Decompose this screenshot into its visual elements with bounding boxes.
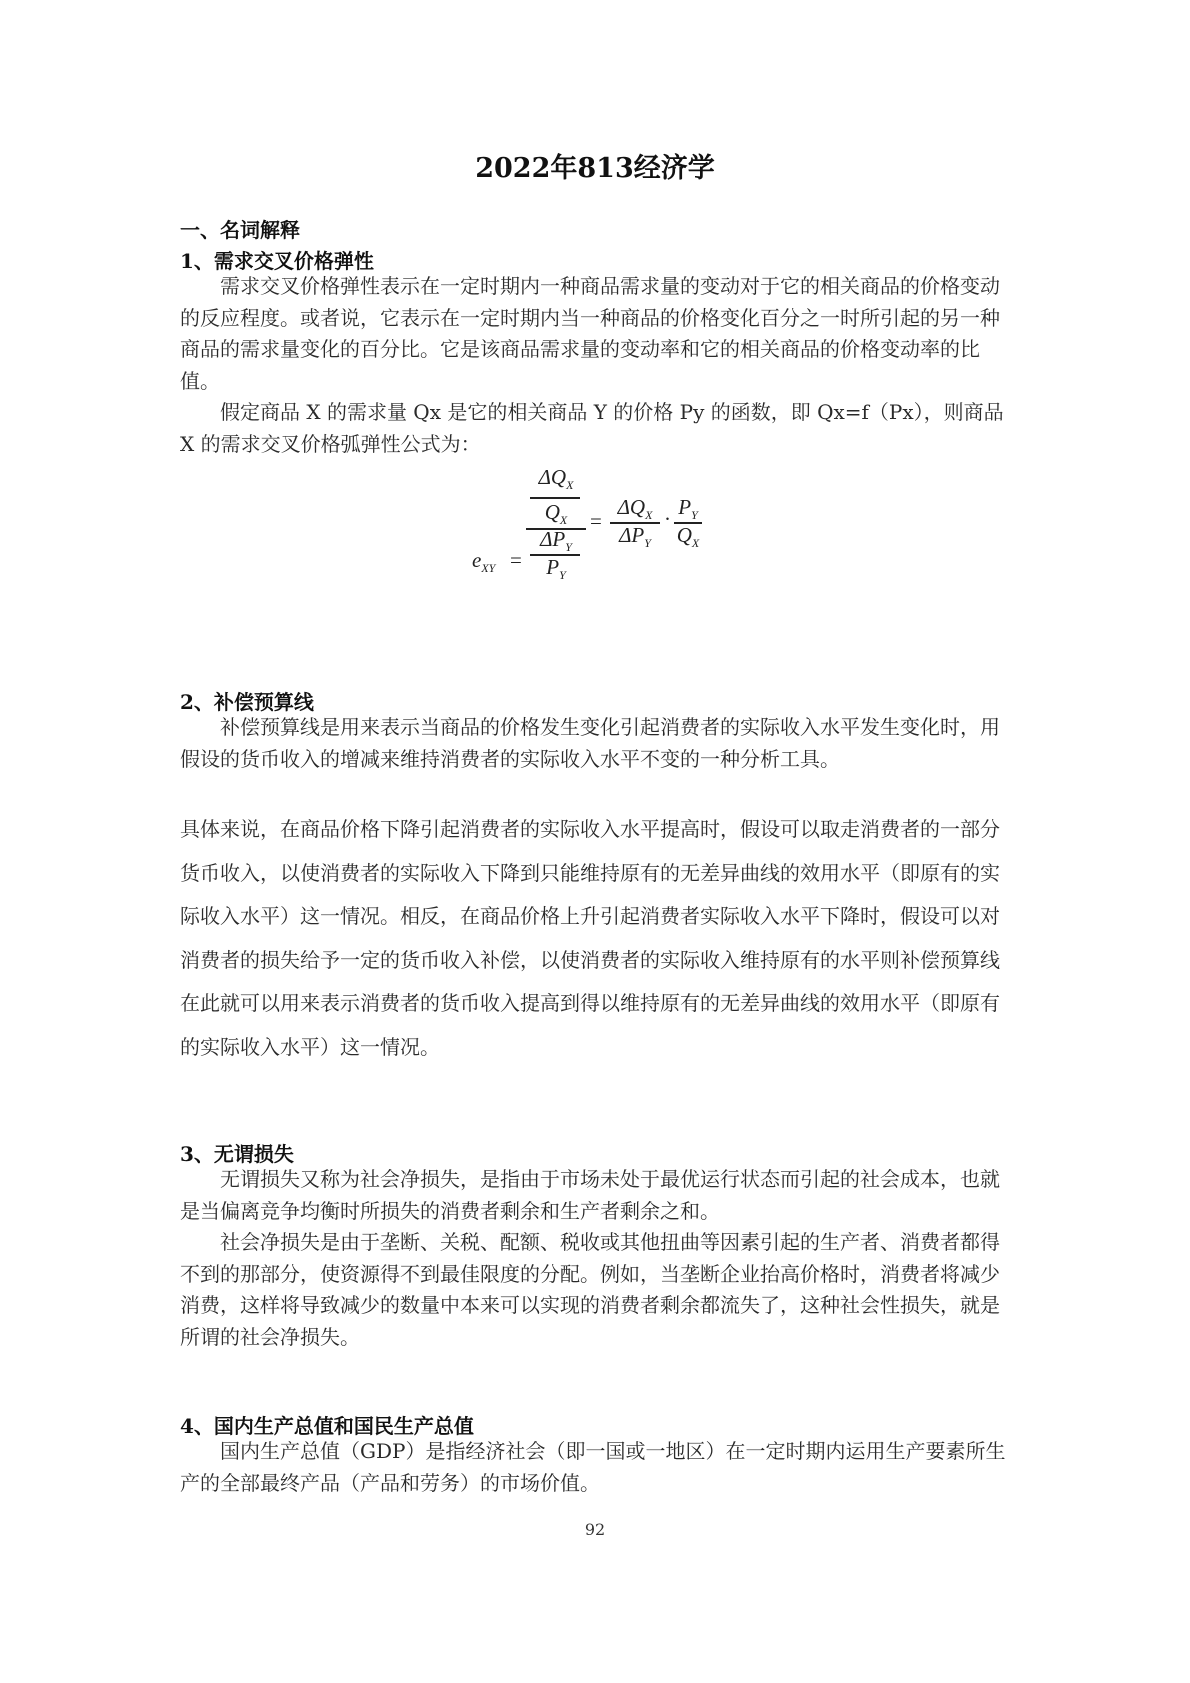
formula-num-dq: $\Delta Q_X$ — [538, 465, 574, 493]
page-number: 92 — [584, 1520, 606, 1539]
section-1-heading: 1、需求交叉价格弹性 — [180, 249, 374, 273]
part-heading: 一、名词解释 — [180, 218, 300, 242]
formula-frac2-num: $\Delta Q_X$ — [617, 495, 653, 523]
cross-elasticity-formula — [472, 465, 760, 635]
formula-den-p: $P_Y$ — [546, 555, 566, 583]
formula-equals-2: = — [590, 509, 602, 533]
section-3-heading: 3、无谓损失 — [180, 1142, 294, 1166]
section-2-paragraph-1: 补偿预算线是用来表示当商品的价格发生变化引起消费者的实际收入水平发生变化时，用假设的货币收入的增减来维持消费者的实际收入水平不变的一种分析工具。 — [180, 715, 1000, 771]
section-1-paragraph-2: 假定商品 X 的需求量 Qx 是它的相关商品 Y 的价格 Py 的函数，即 Qx=f（Px），则商品 X 的需求交叉价格弧弹性公式为： — [180, 400, 1004, 456]
section-2-heading: 2、补偿预算线 — [180, 690, 314, 714]
formula-frac2-den: $\Delta P_Y$ — [619, 523, 651, 551]
formula-lhs: $e_{XY}$ — [472, 548, 496, 576]
formula-inner-bar-1 — [530, 497, 580, 499]
formula-frac3-num: $P_Y$ — [678, 495, 698, 523]
section-1-paragraph-1: 需求交叉价格弹性表示在一定时期内一种商品需求量的变动对于它的相关商品的价格变动的反应程度。或者说，它表示在一定时期内当一种商品的价格变化百分之一时所引起的另一种商品的需求量变化的百分比。它是该商品需求量的变动率和它的相关商品的价格变动率的比值。 — [180, 274, 1000, 393]
section-3-paragraph-1: 无谓损失又称为社会净损失，是指由于市场未处于最优运行状态而引起的社会成本，也就是当偏离竞争均衡时所损失的消费者剩余和生产者剩余之和。 — [180, 1167, 1000, 1223]
formula-num-q: $Q_X$ — [544, 500, 568, 528]
formula-equals-1: = — [510, 548, 522, 572]
section-4-paragraph-1: 国内生产总值（GDP）是指经济社会（即一国或一地区）在一定时期内运用生产要素所生产的全部最终产品（产品和劳务）的市场价值。 — [180, 1439, 1006, 1495]
section-2-paragraph-2: 具体来说，在商品价格下降引起消费者的实际收入水平提高时，假设可以取走消费者的一部分货币收入，以使消费者的实际收入下降到只能维持原有的无差异曲线的效用水平（即原有的实际收入水平）这一情况。相反，在商品价格上升引起消费者实际收入水平下降时，假设可以对消费者的损失给予一定的货币收入补偿，以使消费者的实际收入维持原有的水平则补偿预算线在此就可以用来表示消费者的货币收入提高到得以维持原有的无差异曲线的效用水平（即原有的实际收入水平）这一情况。 — [180, 817, 1000, 1059]
document-title: 2022年813经济学 — [475, 153, 715, 184]
section-4-heading: 4、国内生产总值和国民生产总值 — [180, 1414, 474, 1438]
formula-den-dp: $\Delta P_Y$ — [540, 527, 572, 555]
formula-dot: · — [664, 507, 671, 531]
section-3-paragraph-2: 社会净损失是由于垄断、关税、配额、税收或其他扭曲等因素引起的生产者、消费者都得不到的那部分，使资源得不到最佳限度的分配。例如，当垄断企业抬高价格时，消费者将减少消费，这样将导致减少的数量中本来可以实现的消费者剩余都流失了，这种社会性损失，就是所谓的社会净损失。 — [180, 1230, 1000, 1349]
formula-frac3-den: $Q_X$ — [676, 523, 700, 551]
